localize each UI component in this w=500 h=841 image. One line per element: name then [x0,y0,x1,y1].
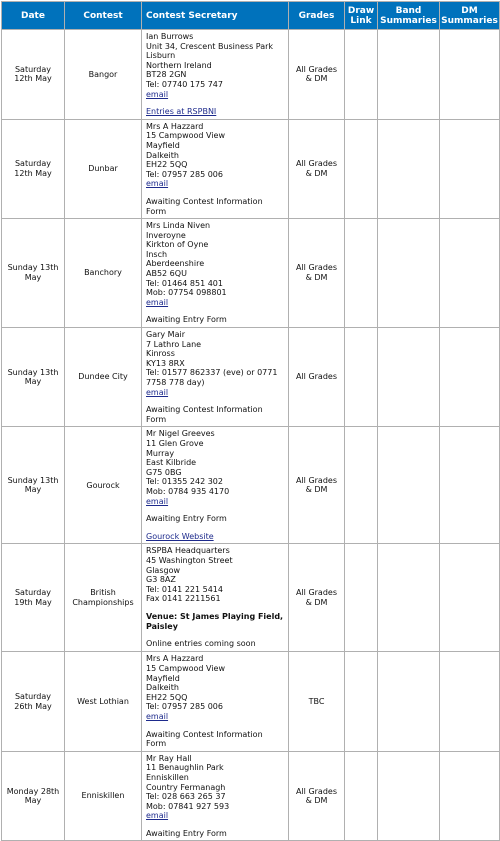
header-dm-summaries: DM Summaries [440,2,500,30]
table-row [2,30,500,120]
spacer [146,604,285,612]
address-line: Country Fermanagh [146,782,226,792]
date-cell: Sunday 13th May [2,427,65,544]
status-note: Awaiting Entry Form [146,514,227,524]
contest-cell: Enniskillen [65,751,142,841]
draw-link-cell [345,427,378,544]
status-note: Awaiting Contest Information Form [146,196,263,216]
status-note: Awaiting Entry Form [146,315,227,325]
table-row [2,544,500,652]
draw-link-cell [345,751,378,841]
address-line: KY13 8RX [146,358,185,368]
address-line: Unit 34, Crescent Business Park [146,41,274,51]
address-line: Aberdeenshire [146,259,205,269]
address-line: Mrs A Hazzard [146,121,204,131]
address-line: Tel: 07957 285 006 [146,169,223,179]
spacer [146,722,285,730]
address-line: Mr Nigel Greeves [146,429,215,439]
contests-table [1,1,500,841]
secretary-cell [142,119,289,218]
address-line: Tel: 07740 175 747 [146,79,223,89]
address-line: 11 Glen Grove [146,438,204,448]
address-line: Mayfield [146,673,180,683]
address-line: EH22 5QQ [146,692,188,702]
address-line: Lisburn [146,51,176,61]
draw-link-cell [345,652,378,751]
spacer [146,307,285,315]
status-note: Awaiting Contest Information Form [146,405,263,424]
address-line: AB52 6QU [146,269,187,279]
email-link[interactable]: email [146,711,169,721]
address-line: Tel: 0141 221 5414 [146,584,223,594]
address-line: Mrs Linda Niven [146,221,211,231]
email-link[interactable]: email [146,89,169,99]
address-line: Mob: 07841 927 593 [146,801,230,811]
entries-link[interactable]: Entries at RSPBNI [146,107,217,117]
email-link[interactable]: email [146,387,169,397]
header-band-summaries: Band Summaries [378,2,440,30]
spacer [146,99,285,107]
table-row [2,219,500,328]
spacer [146,631,285,639]
address-line: Mob: 0784 935 4170 [146,486,230,496]
status-note: Awaiting Contest Information Form [146,729,263,749]
draw-link-cell [345,219,378,328]
header-contest: Contest [65,2,142,30]
spacer [146,524,285,532]
spacer [146,821,285,829]
grades-cell: All Grades & DM [289,427,345,544]
band-summaries-cell [378,30,440,120]
address-line: 7 Lathro Lane [146,339,202,349]
grades-cell: All Grades & DM [289,751,345,841]
address-line: Mrs A Hazzard [146,654,204,664]
contest-cell: Bangor [65,30,142,120]
header-grades: Grades [289,2,345,30]
address-line: Inveroyne [146,230,186,240]
contest-cell: Dundee City [65,328,142,427]
email-link[interactable]: email [146,297,169,307]
grades-cell: All Grades & DM [289,219,345,328]
grades-cell: All Grades [289,328,345,427]
address-line: RSPBA Headquarters [146,546,230,556]
date-cell: Saturday 26th May [2,652,65,751]
band-summaries-cell [378,119,440,218]
date-cell: Saturday 12th May [2,30,65,120]
address-line: 15 Campwood View [146,663,226,673]
email-link[interactable]: email [146,179,169,189]
grades-cell: TBC [289,652,345,751]
band-summaries-cell [378,544,440,652]
address-line: Ian Burrows [146,32,194,41]
table-row [2,119,500,218]
contest-cell: Gourock [65,427,142,544]
address-line: Glasgow [146,565,181,575]
band-summaries-cell [378,219,440,328]
address-line: Dalkeith [146,150,179,160]
address-line: 11 Benaughlin Park [146,763,224,773]
dm-summaries-cell [440,30,500,120]
header-row [2,2,500,30]
address-line: Mr Ray Hall [146,753,192,763]
website-link[interactable]: Gourock Website [146,531,214,541]
venue-text: Venue: St James Playing Field, [146,611,284,621]
date-cell: Saturday 19th May [2,544,65,652]
contest-cell: West Lothian [65,652,142,751]
address-line: Tel: 01464 851 401 [146,278,223,288]
email-link[interactable]: email [146,811,169,821]
dm-summaries-cell [440,652,500,751]
band-summaries-cell [378,328,440,427]
dm-summaries-cell [440,119,500,218]
table-row [2,751,500,841]
address-line: Tel: 028 663 265 37 [146,792,226,802]
table-row [2,328,500,427]
address-line: East Kilbride [146,458,197,468]
draw-link-cell [345,119,378,218]
address-line: Murray [146,448,175,458]
secretary-cell [142,30,289,120]
address-line: Dalkeith [146,683,179,693]
address-line: Enniskillen [146,772,189,782]
address-line: Kinross [146,349,175,359]
status-note: Online entries coming soon [146,639,256,649]
header-secretary: Contest Secretary [142,2,289,30]
draw-link-cell [345,328,378,427]
date-cell: Sunday 13th May [2,328,65,427]
status-note: Awaiting Entry Form [146,828,227,838]
address-line: Mayfield [146,140,180,150]
secretary-cell [142,328,289,427]
address-line: Tel: 01355 242 302 [146,477,223,487]
date-cell: Saturday 12th May [2,119,65,218]
grades-cell: All Grades & DM [289,30,345,120]
address-line: 45 Washington Street [146,555,233,565]
email-link[interactable]: email [146,496,169,506]
contest-cell: Banchory [65,219,142,328]
address-line: Mob: 07754 098801 [146,288,227,298]
secretary-cell [142,652,289,751]
date-cell: Sunday 13th May [2,219,65,328]
address-line: 7758 778 day) [146,378,205,387]
dm-summaries-cell [440,751,500,841]
secretary-cell [142,427,289,544]
address-line: G75 0BG [146,467,182,477]
dm-summaries-cell [440,427,500,544]
address-line: Tel: 01577 862337 (eve) or 0771 [146,368,278,378]
dm-summaries-cell [440,219,500,328]
header-date: Date [2,2,65,30]
band-summaries-cell [378,427,440,544]
dm-summaries-cell [440,544,500,652]
contest-cell: Dunbar [65,119,142,218]
band-summaries-cell [378,652,440,751]
draw-link-cell [345,544,378,652]
date-cell: Monday 28th May [2,751,65,841]
spacer [146,189,285,197]
address-line: 15 Campwood View [146,131,226,141]
grades-cell: All Grades & DM [289,544,345,652]
header-draw-link: Draw Link [345,2,378,30]
address-line: Fax 0141 2211561 [146,594,221,604]
secretary-cell [142,219,289,328]
secretary-cell [142,751,289,841]
address-line: Northern Ireland [146,60,212,70]
address-line: Tel: 07957 285 006 [146,702,223,712]
spacer [146,397,285,405]
secretary-cell [142,544,289,652]
dm-summaries-cell [440,328,500,427]
draw-link-cell [345,30,378,120]
address-line: Gary Mair [146,330,185,340]
contest-cell: British Championships [65,544,142,652]
address-line: Kirkton of Oyne [146,240,209,250]
table-row [2,652,500,751]
address-line: Insch [146,249,168,259]
address-line: EH22 5QQ [146,160,188,170]
address-line: G3 8AZ [146,575,176,585]
grades-cell: All Grades & DM [289,119,345,218]
venue-text: Paisley [146,621,178,631]
band-summaries-cell [378,751,440,841]
spacer [146,506,285,514]
table-row [2,427,500,544]
address-line: BT28 2GN [146,70,187,80]
